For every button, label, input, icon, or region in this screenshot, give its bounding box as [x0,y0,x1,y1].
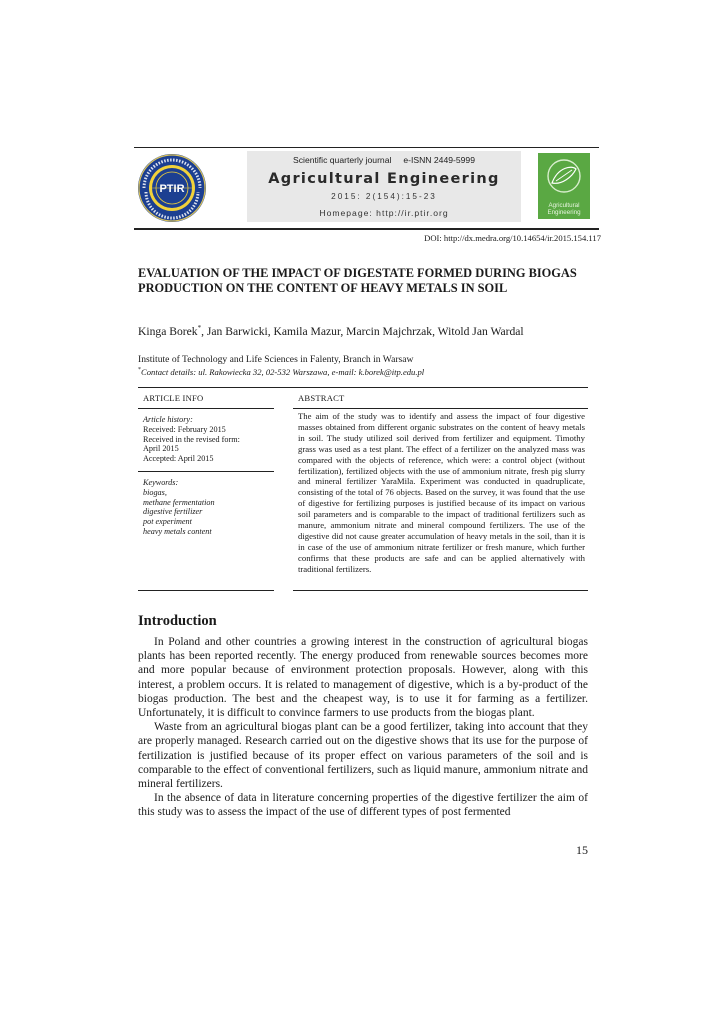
contact-text: Contact details: ul. Rakowiecka 32, 02-532 Warszawa, e-mail: k.borek@itp.edu.pl [141,367,425,377]
contact-star: * [138,367,141,374]
keyword-item: biogas, [143,487,167,497]
history-label: Article history: [143,415,193,424]
info-bottom-rule-left [138,590,274,591]
history-item: Received in the revised form: [143,434,240,444]
abstract-heading: ABSTRACT [298,393,345,403]
keyword-item: heavy metals content [143,526,212,536]
history-item: Accepted: April 2015 [143,454,214,464]
paper-title: EVALUATION OF THE IMPACT OF DIGESTATE FORMED DURING BIOGAS PRODUCTION ON THE CONTENT OF HEAVY METALS IN SOIL [138,266,577,295]
history-item: April 2015 [143,444,179,454]
page-number: 15 [576,843,588,857]
other-authors: , Jan Barwicki, Kamila Mazur, Marcin Majchrzak, Witold Jan Wardal [201,324,524,338]
keyword-item: methane fermentation [143,497,215,507]
info-bottom-rule-right [293,590,588,591]
authors [138,324,598,338]
journal-line: Scientific quarterly journal e-ISNN 2449-5999 [293,155,475,165]
keyword-item: digestive fertilizer [143,507,203,517]
intro-paragraph: Waste from an agricultural biogas plant can be a good fertilizer, taking into account that they are properly managed. Research carried out on the digestive shows that its use for the purpose of fertilization is justified because of its proper effect on various parameters of the soil and is comparable to the effect of conventional fertilizers, such as liquid manure, ammonium nitrate and mineral fertilizers. [138,721,588,791]
introduction-body [138,635,588,820]
introduction-heading: Introduction [138,613,217,629]
first-author: Kinga Borek [138,324,198,338]
history-item: Received: February 2015 [143,424,226,434]
abstract-text: The aim of the study was to identify and assess the impact of four digestive masses obtained from different organic substrates on the content of heavy metals in soil. The study utilized soil derived from fertilizer and equipment. Timothy grass was used as a test plant. The effect of a fertilizer on the analyzed mass was compared with the objects of reference, which were: a control object (without fertilization), fertilized objects with the use of ammonium nitrate, fresh pig slurry and mineral fertilizer YaraMila. Experiment was conducted in quadruplicate, consisting of the total of 76 objects. Based on the survey, it was found that the use of digestive for fertilizing purposes is justified because of its impact on various soil parameters and is comparable to the impact of traditional fertilizers such as manure, ammonium nitrate and mineral compound fertilizers. The use of the digestive did not cause greater accumulation of heavy metals in the soil, than it is in case of the use of ammonium nitrate fertilizer or fresh manure, which further confirms that these products are safe and can be applied alternatively with traditional fertilizers. [298,411,585,574]
journal-name: Agricultural Engineering [268,171,500,187]
ptir-logo [136,152,208,224]
info-mid-rule-right [293,408,588,409]
agricultural-engineering-logo [538,153,590,219]
keywords [143,478,273,537]
header-bottom-rule [134,228,599,230]
header-top-rule [134,147,599,148]
keywords-label: Keywords: [143,478,179,487]
article-info-heading: ARTICLE INFO [143,393,204,403]
intro-paragraph: In the absence of data in literature concerning properties of the digestive fertilizer the aim of this study was to assess the impact of the use of different types of post fermented [138,792,588,819]
journal-homepage[interactable]: Homepage: http://ir.ptir.org [319,208,449,218]
right-logo-text: Agricultural Engineering [547,202,581,216]
ptir-logo-text: PTIR [159,183,185,195]
info-keyword-rule [138,471,274,472]
author-star: * [197,324,202,332]
info-mid-rule-left [138,408,274,409]
intro-paragraph: In Poland and other countries a growing interest in the construction of agricultural biogas plants has been reported recently. The energy produced from renewable sources becomes more and more popular because of environment protection proposals. However, along with this interest, a problem occurs. It is related to management of digestive, which is a by-product of the biogas production. The best and the cheapest way, is to use it for farming as a fertilizer. Unfortunately, it is difficult to convince farmers to use products from the biogas plant. [138,636,588,720]
article-history [143,415,273,464]
keyword-item: pot experiment [143,517,192,527]
doi-link[interactable]: DOI: http://dx.medra.org/10.14654/ir.2015.154.117 [424,233,601,243]
contact-details [138,367,598,377]
institution: Institute of Technology and Life Sciences in Falenty, Branch in Warsaw [138,354,414,365]
leaf-emblem-icon [538,153,590,203]
journal-issue: 2015: 2(154):15-23 [331,192,437,201]
info-top-rule [138,387,588,388]
journal-header-box [247,151,521,222]
